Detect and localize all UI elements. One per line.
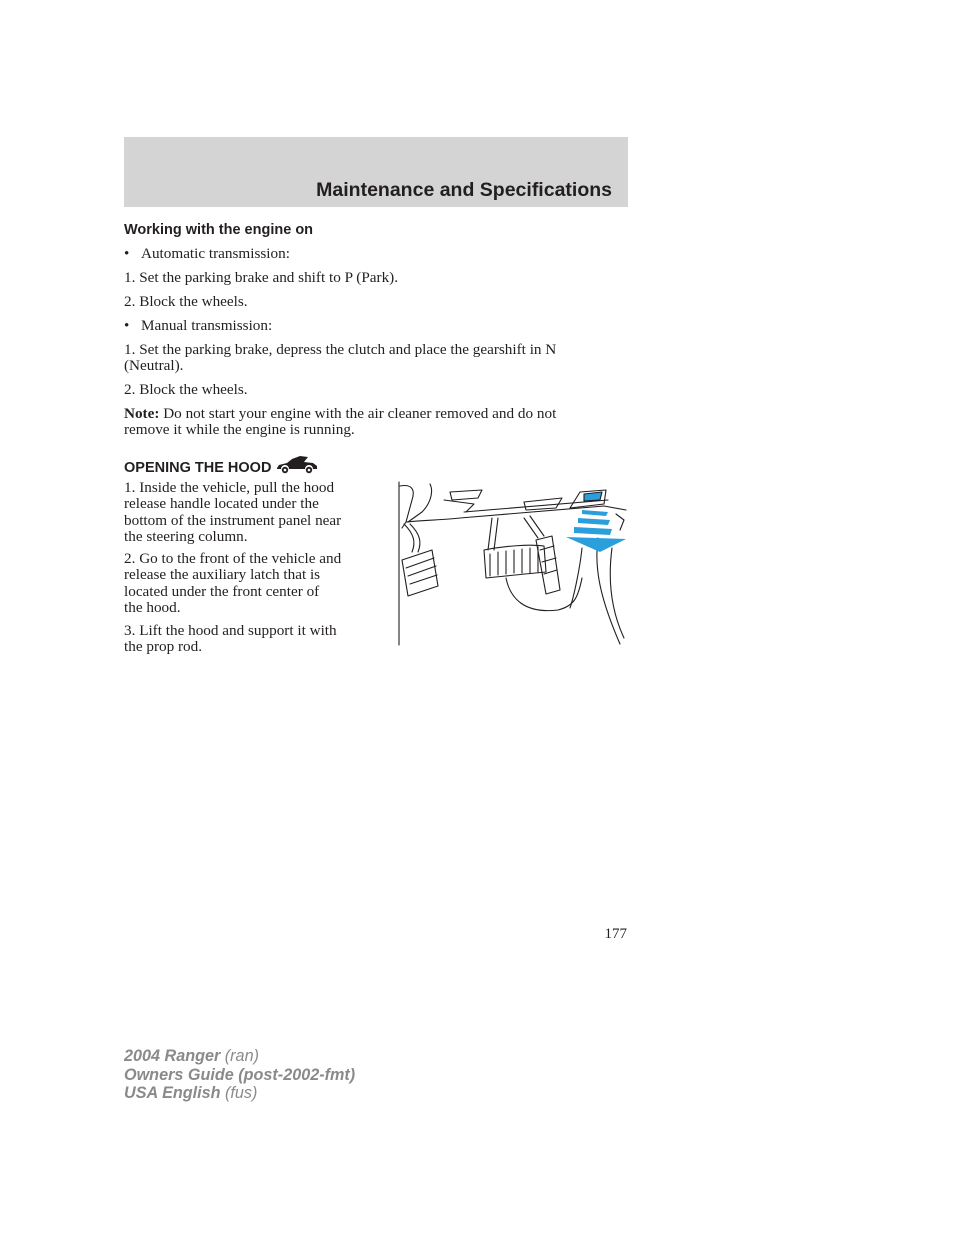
hood-step-1-line: bottom of the instrument panel near xyxy=(124,511,342,529)
hood-release-pedals-illustration xyxy=(394,478,628,648)
hood-step-2 xyxy=(124,551,380,617)
note-line-1: Do not start your engine with the air cleaner removed and do not xyxy=(159,405,557,422)
engine-on-heading: Working with the engine on xyxy=(124,222,314,238)
opening-hood-heading xyxy=(124,455,319,479)
bullet: • xyxy=(124,317,130,334)
note-label: Note: xyxy=(124,405,160,422)
bullet-automatic-label: Automatic transmission: xyxy=(141,245,290,262)
opening-hood-heading-text: OPENING THE HOOD xyxy=(124,460,272,476)
hood-step-3-line: the prop rod. xyxy=(124,638,203,656)
manual-step-1-line-2: (Neutral). xyxy=(124,357,184,375)
manual-step-2: 2. Block the wheels. xyxy=(124,381,248,398)
footer-model-code: (ran) xyxy=(220,1047,259,1065)
hood-step-1-line: the steering column. xyxy=(124,528,248,546)
hood-step-1-line: 1. Inside the vehicle, pull the hood xyxy=(124,479,335,496)
section-title: Maintenance and Specifications xyxy=(316,179,612,201)
hood-step-1 xyxy=(124,480,380,546)
manual-step-1 xyxy=(124,342,628,375)
bullet-automatic xyxy=(124,246,628,262)
footer-line-1 xyxy=(124,1047,355,1066)
footer-model: 2004 Ranger xyxy=(124,1047,221,1065)
hood-step-2-line: the hood. xyxy=(124,599,181,617)
auto-step-1: 1. Set the parking brake and shift to P (Park). xyxy=(124,269,399,286)
footer-guide: Owners Guide (post-2002-fmt) xyxy=(124,1065,356,1084)
hood-step-1-line: release handle located under the xyxy=(124,495,319,513)
footer-language: USA English xyxy=(124,1084,221,1102)
auto-step-2: 2. Block the wheels. xyxy=(124,293,248,310)
car-hood-icon xyxy=(275,455,319,479)
hood-step-2-line: release the auxiliary latch that is xyxy=(124,566,321,584)
manual-step-1-line-1: 1. Set the parking brake, depress the clutch and place the gearshift in N xyxy=(124,341,557,358)
bullet: • xyxy=(124,245,130,262)
hood-step-2-line: 2. Go to the front of the vehicle and xyxy=(124,550,342,567)
hood-step-2-line: located under the front center of xyxy=(124,582,320,600)
page-number: 177 xyxy=(604,926,627,942)
pull-arrow-icon xyxy=(566,510,626,552)
note-line-2: remove it while the engine is running. xyxy=(124,421,355,439)
footer-line-2 xyxy=(124,1066,355,1085)
footer-language-code: (fus) xyxy=(220,1084,258,1102)
hood-step-3-line: 3. Lift the hood and support it with xyxy=(124,622,337,639)
footer xyxy=(124,1047,355,1103)
bullet-manual-label: Manual transmission: xyxy=(141,317,273,334)
section-header-band xyxy=(124,137,628,207)
footer-line-3 xyxy=(124,1084,355,1103)
hood-step-3 xyxy=(124,623,380,656)
note-paragraph xyxy=(124,406,628,439)
bullet-manual xyxy=(124,318,628,334)
